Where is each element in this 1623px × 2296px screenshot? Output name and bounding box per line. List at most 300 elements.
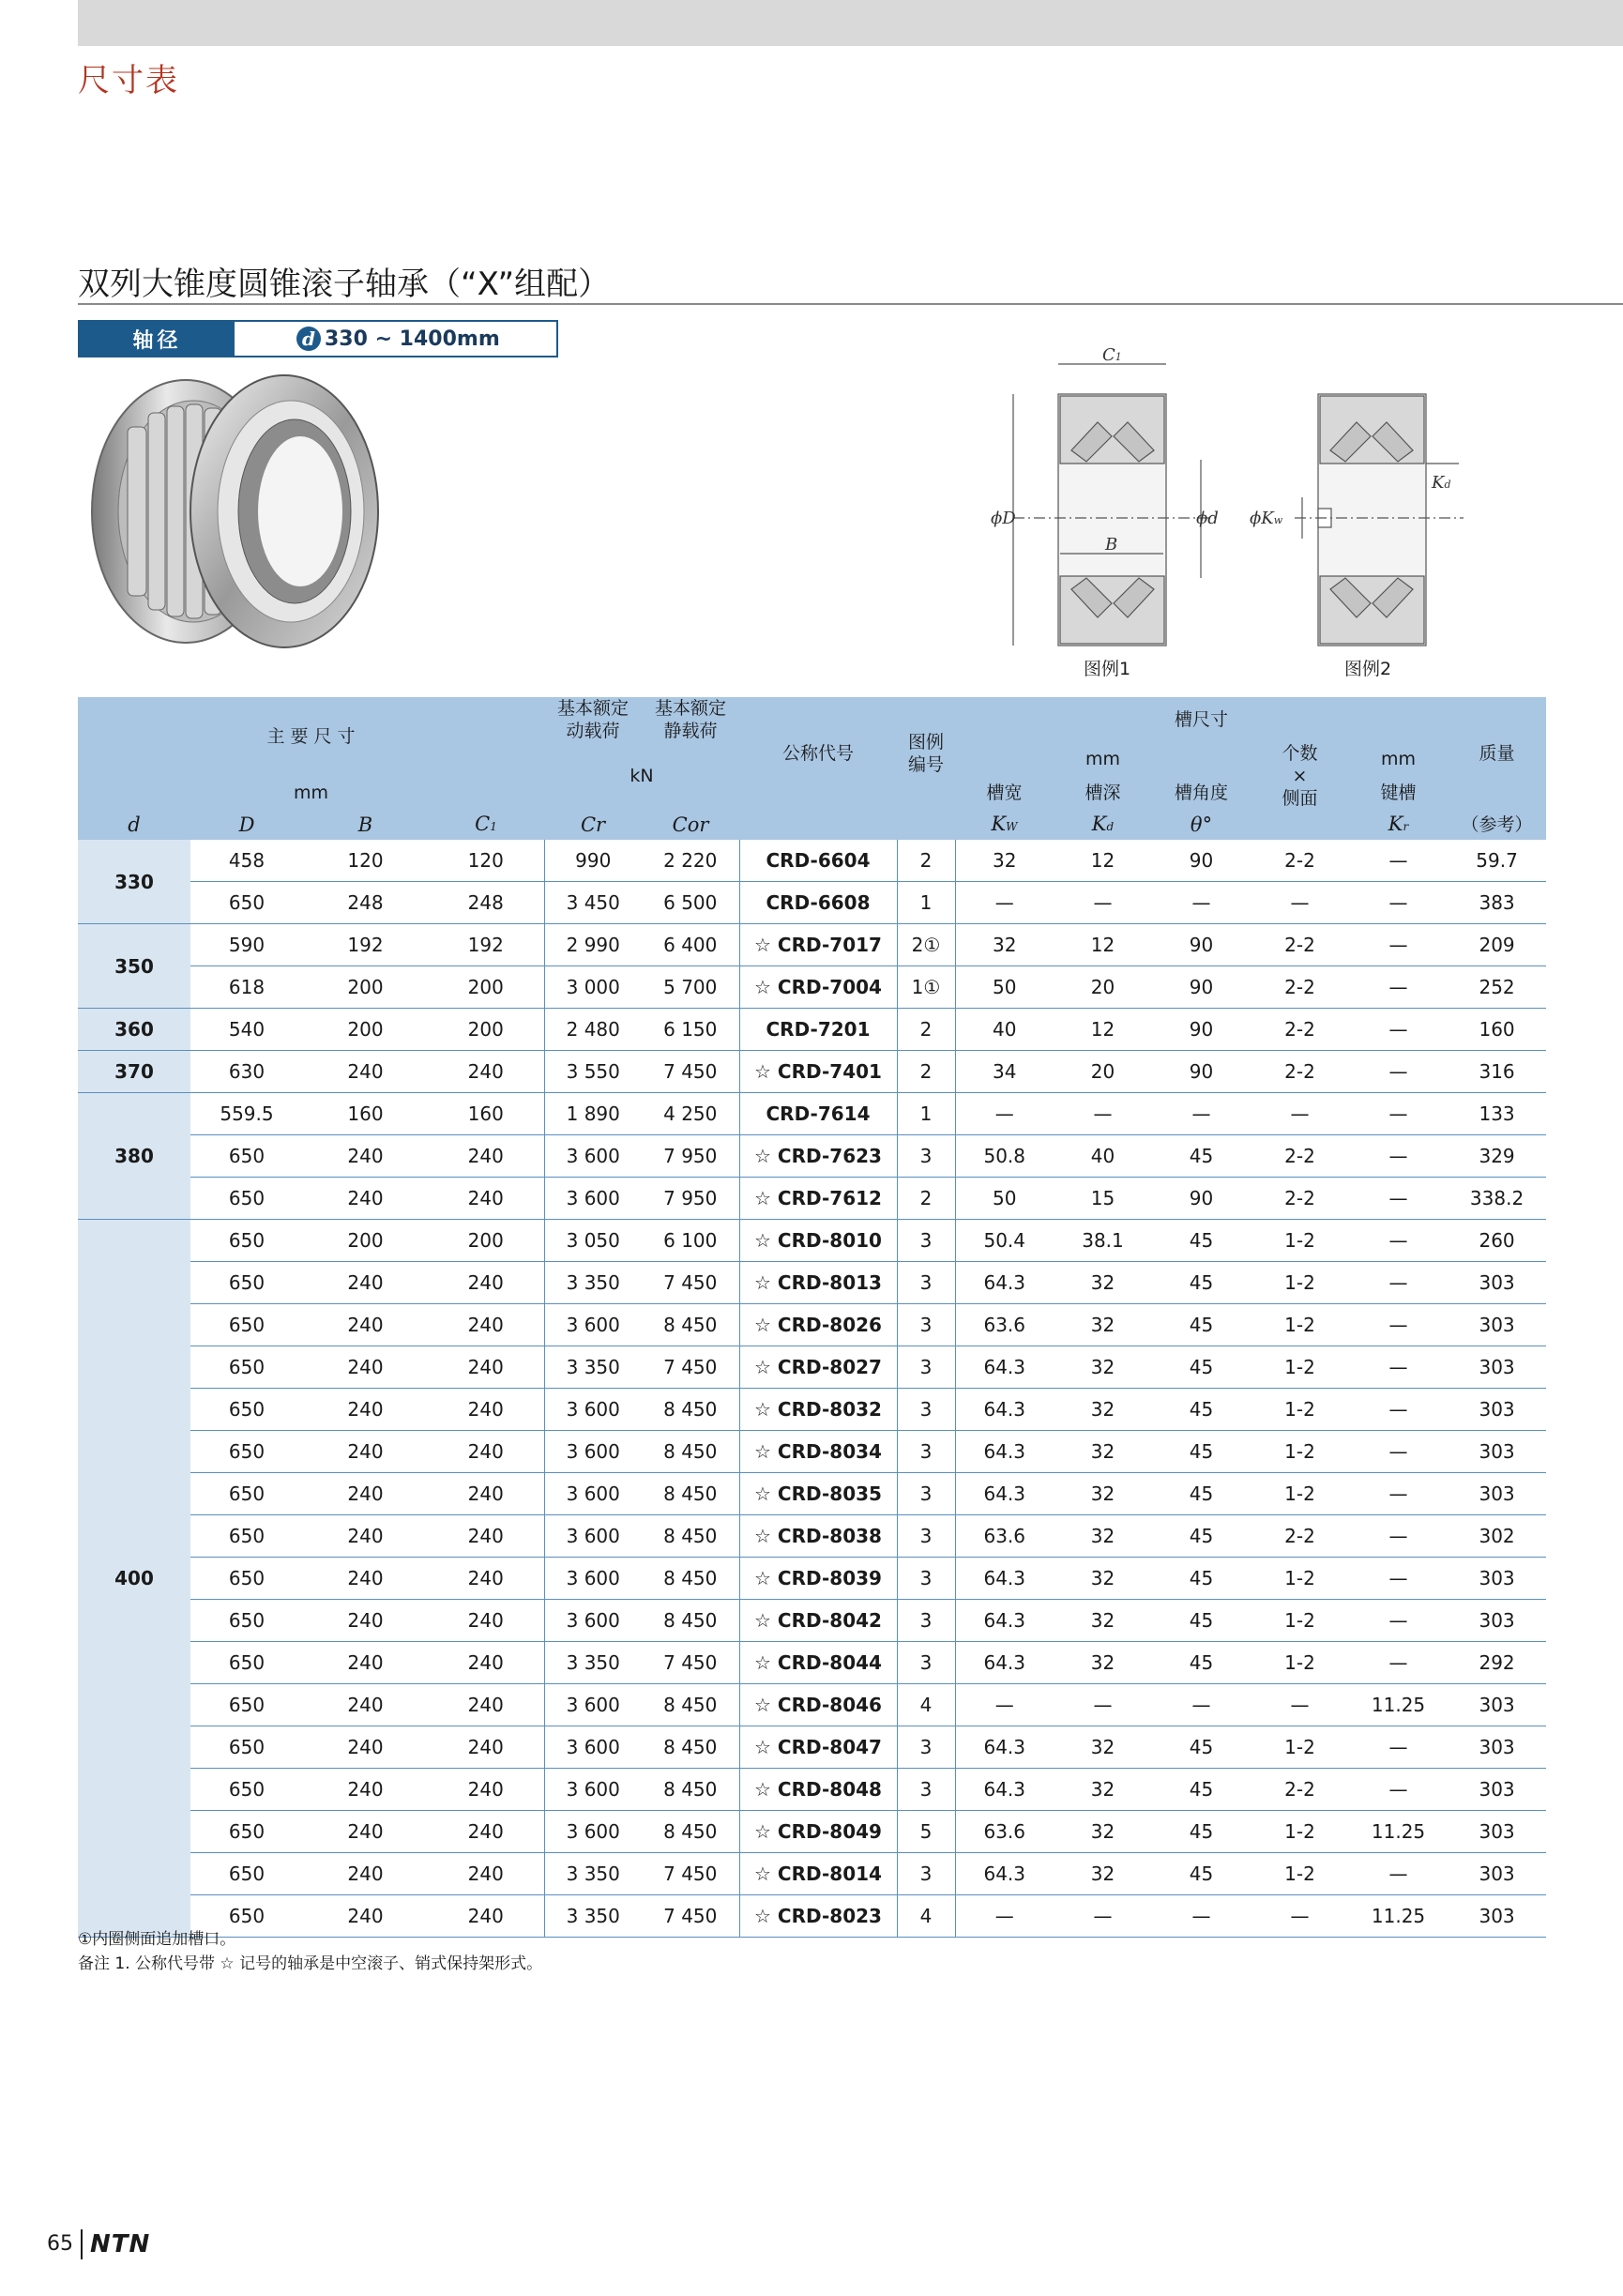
header-main-dims: 主 要 尺 寸	[78, 697, 544, 776]
header-ref: （参考）	[1448, 810, 1546, 840]
brand-logo: NTN	[90, 2230, 151, 2258]
cell-C1: 240	[428, 1853, 544, 1895]
cell-Kr: —	[1349, 1642, 1448, 1684]
header-kN: kN	[544, 742, 739, 810]
cell-D: 650	[190, 1600, 303, 1642]
cell-D: 650	[190, 1135, 303, 1178]
cell-fig: 3	[897, 1853, 955, 1895]
cell-Kw: 64.3	[955, 1389, 1054, 1431]
bore-d-cell: 330	[78, 840, 190, 924]
table-row	[78, 1389, 1546, 1431]
cell-Kw: 32	[955, 924, 1054, 966]
note-2: 备注 1. 公称代号带 ☆ 记号的轴承是中空滚子、销式保持架形式。	[78, 1954, 543, 1973]
cell-code: ☆ CRD-8044	[739, 1642, 897, 1684]
cell-Kd: 32	[1054, 1304, 1152, 1346]
cell-count: 2-2	[1251, 1769, 1349, 1811]
table-row	[78, 1811, 1546, 1853]
cell-Kd: 32	[1054, 1262, 1152, 1304]
cell-Cr: 3 450	[544, 882, 642, 924]
cell-theta: 45	[1152, 1431, 1251, 1473]
cell-mass: 303	[1448, 1304, 1546, 1346]
cell-code: ☆ CRD-7017	[739, 924, 897, 966]
table-row	[78, 1684, 1546, 1726]
cell-D: 650	[190, 1473, 303, 1515]
cell-code: ☆ CRD-8049	[739, 1811, 897, 1853]
table-row	[78, 966, 1546, 1009]
cell-count: 1-2	[1251, 1220, 1349, 1262]
cell-Cr: 3 000	[544, 966, 642, 1009]
cell-fig: 3	[897, 1346, 955, 1389]
cell-code: ☆ CRD-8023	[739, 1895, 897, 1938]
header-sym-Kd: Kd	[1054, 810, 1152, 840]
cell-theta: 90	[1152, 966, 1251, 1009]
cell-code: ☆ CRD-7004	[739, 966, 897, 1009]
cell-Cor: 8 450	[642, 1431, 739, 1473]
cell-Kw: 50	[955, 966, 1054, 1009]
cell-C1: 192	[428, 924, 544, 966]
section-label: 尺寸表	[78, 62, 179, 99]
cell-D: 540	[190, 1009, 303, 1051]
cell-fig: 4	[897, 1684, 955, 1726]
top-bar	[78, 0, 1623, 46]
cell-B: 240	[303, 1431, 428, 1473]
cell-B: 240	[303, 1769, 428, 1811]
bore-label: 轴径	[80, 322, 235, 356]
cell-fig: 2①	[897, 924, 955, 966]
cell-mass: 303	[1448, 1726, 1546, 1769]
cell-mass: 260	[1448, 1220, 1546, 1262]
table-row	[78, 1600, 1546, 1642]
cell-B: 240	[303, 1473, 428, 1515]
cell-theta: —	[1152, 882, 1251, 924]
cell-theta: —	[1152, 1895, 1251, 1938]
cell-Kd: 12	[1054, 924, 1152, 966]
table-row	[78, 1853, 1546, 1895]
cell-Cor: 8 450	[642, 1389, 739, 1431]
cell-code: CRD-7614	[739, 1093, 897, 1135]
cell-mass: 329	[1448, 1135, 1546, 1178]
cell-mass: 303	[1448, 1600, 1546, 1642]
cell-Cr: 3 600	[544, 1600, 642, 1642]
header-sym-d: d	[78, 810, 190, 840]
cell-B: 240	[303, 1642, 428, 1684]
cell-Cor: 7 450	[642, 1642, 739, 1684]
cell-Cor: 7 450	[642, 1346, 739, 1389]
cell-Kr: —	[1349, 1515, 1448, 1558]
cell-B: 200	[303, 1009, 428, 1051]
cell-theta: —	[1152, 1684, 1251, 1726]
header-keyway: 键槽	[1349, 776, 1448, 810]
cell-Cr: 3 600	[544, 1304, 642, 1346]
cell-B: 240	[303, 1304, 428, 1346]
cell-Cr: 3 600	[544, 1178, 642, 1220]
cell-Kw: 34	[955, 1051, 1054, 1093]
header-sym-D: D	[190, 810, 303, 840]
cell-mass: 209	[1448, 924, 1546, 966]
cell-Kr: 11.25	[1349, 1684, 1448, 1726]
cell-mass: 292	[1448, 1642, 1546, 1684]
cell-Kr: —	[1349, 1178, 1448, 1220]
cell-D: 650	[190, 1389, 303, 1431]
cell-Kr: 11.25	[1349, 1895, 1448, 1938]
table-row	[78, 924, 1546, 966]
table-row	[78, 1431, 1546, 1473]
cell-D: 650	[190, 1811, 303, 1853]
cell-Kd: —	[1054, 1895, 1152, 1938]
cell-mass: 59.7	[1448, 840, 1546, 882]
cell-count: 2-2	[1251, 966, 1349, 1009]
cell-Kw: 63.6	[955, 1811, 1054, 1853]
label-B: B	[1105, 535, 1118, 555]
cell-D: 650	[190, 1895, 303, 1938]
cell-Kr: —	[1349, 1769, 1448, 1811]
cell-B: 240	[303, 1558, 428, 1600]
cell-count: 1-2	[1251, 1431, 1349, 1473]
cell-fig: 1①	[897, 966, 955, 1009]
label-phiD: ϕD	[991, 509, 1016, 528]
cell-C1: 240	[428, 1558, 544, 1600]
cell-Kd: 32	[1054, 1346, 1152, 1389]
cell-C1: 240	[428, 1811, 544, 1853]
cell-D: 650	[190, 882, 303, 924]
cell-Kw: 64.3	[955, 1726, 1054, 1769]
cell-C1: 240	[428, 1178, 544, 1220]
cell-Kd: 15	[1054, 1178, 1152, 1220]
cell-theta: 90	[1152, 1009, 1251, 1051]
cell-D: 458	[190, 840, 303, 882]
cell-Kw: —	[955, 882, 1054, 924]
cell-Cr: 1 890	[544, 1093, 642, 1135]
cell-Kd: 32	[1054, 1811, 1152, 1853]
table-row	[78, 1473, 1546, 1515]
cell-code: ☆ CRD-8013	[739, 1262, 897, 1304]
cell-C1: 240	[428, 1600, 544, 1642]
title-rule	[78, 303, 1623, 305]
cell-mass: 252	[1448, 966, 1546, 1009]
cell-Kr: —	[1349, 1853, 1448, 1895]
cell-code: ☆ CRD-7612	[739, 1178, 897, 1220]
cell-mass: 303	[1448, 1811, 1546, 1853]
bore-range	[235, 322, 556, 356]
header-sym-B: B	[303, 810, 428, 840]
cell-B: 240	[303, 1515, 428, 1558]
bore-range-text: 330 ~ 1400mm	[325, 327, 500, 351]
cell-mass: 303	[1448, 1431, 1546, 1473]
cell-code: ☆ CRD-7401	[739, 1051, 897, 1093]
cell-D: 650	[190, 1558, 303, 1600]
note-1: ①内圈侧面追加槽口。	[78, 1930, 236, 1949]
cell-Cor: 6 400	[642, 924, 739, 966]
cell-mass: 316	[1448, 1051, 1546, 1093]
header-sym-Kr: Kr	[1349, 810, 1448, 840]
cell-Kw: 50.4	[955, 1220, 1054, 1262]
header-static-load: 基本额定 静载荷	[642, 697, 739, 742]
cell-Kd: 12	[1054, 840, 1152, 882]
cell-C1: 160	[428, 1093, 544, 1135]
cell-Cor: 8 450	[642, 1304, 739, 1346]
cell-Kr: —	[1349, 1726, 1448, 1769]
cell-Kd: 32	[1054, 1431, 1152, 1473]
cell-Kr: —	[1349, 1346, 1448, 1389]
cell-D: 650	[190, 1769, 303, 1811]
cell-C1: 240	[428, 1769, 544, 1811]
header-sym-Kw: KW	[955, 810, 1054, 840]
cell-Cr: 3 600	[544, 1431, 642, 1473]
cell-count: 1-2	[1251, 1642, 1349, 1684]
cell-Cr: 2 990	[544, 924, 642, 966]
cell-theta: 45	[1152, 1346, 1251, 1389]
cell-code: ☆ CRD-8014	[739, 1853, 897, 1895]
cell-Kr: —	[1349, 1558, 1448, 1600]
cell-C1: 240	[428, 1346, 544, 1389]
cell-Kw: 64.3	[955, 1642, 1054, 1684]
cell-fig: 5	[897, 1811, 955, 1853]
header-keyway-mm: mm	[1349, 742, 1448, 776]
cell-C1: 240	[428, 1389, 544, 1431]
cell-Kd: 32	[1054, 1515, 1152, 1558]
cell-theta: 45	[1152, 1642, 1251, 1684]
cell-C1: 240	[428, 1262, 544, 1304]
cell-Cr: 3 550	[544, 1051, 642, 1093]
cell-fig: 3	[897, 1769, 955, 1811]
header-sym-Cor: Cor	[642, 810, 739, 840]
cell-D: 650	[190, 1262, 303, 1304]
label-phid: ϕd	[1196, 509, 1219, 528]
cell-theta: 90	[1152, 924, 1251, 966]
table-row	[78, 1304, 1546, 1346]
cell-Cr: 3 600	[544, 1769, 642, 1811]
cell-C1: 240	[428, 1684, 544, 1726]
cell-code: ☆ CRD-8038	[739, 1515, 897, 1558]
cell-Cor: 7 950	[642, 1135, 739, 1178]
cell-C1: 240	[428, 1431, 544, 1473]
table-row	[78, 882, 1546, 924]
cell-Kr: —	[1349, 1220, 1448, 1262]
cell-code: CRD-7201	[739, 1009, 897, 1051]
cell-Kw: 64.3	[955, 1853, 1054, 1895]
table-row	[78, 1220, 1546, 1262]
cell-D: 650	[190, 1515, 303, 1558]
cell-count: 1-2	[1251, 1853, 1349, 1895]
cell-fig: 1	[897, 1093, 955, 1135]
header-groove-angle: 槽角度	[1152, 776, 1251, 810]
table-row	[78, 1769, 1546, 1811]
header-groove-width: 槽宽	[955, 776, 1054, 810]
cell-Cor: 8 450	[642, 1558, 739, 1600]
cell-C1: 120	[428, 840, 544, 882]
header-fig-no: 图例 编号	[897, 697, 955, 810]
cell-count: 1-2	[1251, 1304, 1349, 1346]
cell-B: 200	[303, 1220, 428, 1262]
cell-mass: 303	[1448, 1895, 1546, 1938]
cell-Cr: 3 600	[544, 1135, 642, 1178]
cell-Cor: 2 220	[642, 840, 739, 882]
cell-Cor: 4 250	[642, 1093, 739, 1135]
cell-Cr: 3 350	[544, 1262, 642, 1304]
cell-fig: 3	[897, 1558, 955, 1600]
cell-mass: 302	[1448, 1515, 1546, 1558]
cell-theta: 45	[1152, 1726, 1251, 1769]
cell-theta: 45	[1152, 1304, 1251, 1346]
cell-count: —	[1251, 882, 1349, 924]
cell-mass: 303	[1448, 1389, 1546, 1431]
cell-D: 650	[190, 1684, 303, 1726]
cell-fig: 3	[897, 1262, 955, 1304]
cell-code: ☆ CRD-8046	[739, 1684, 897, 1726]
cell-theta: 90	[1152, 1051, 1251, 1093]
cell-Kr: —	[1349, 1009, 1448, 1051]
cell-Cr: 990	[544, 840, 642, 882]
cell-theta: 45	[1152, 1389, 1251, 1431]
cell-mass: 338.2	[1448, 1178, 1546, 1220]
table-row	[78, 1726, 1546, 1769]
table-row	[78, 1642, 1546, 1684]
bearing-photo	[83, 371, 383, 652]
cell-fig: 2	[897, 1051, 955, 1093]
cell-Cr: 3 350	[544, 1642, 642, 1684]
cell-B: 240	[303, 1895, 428, 1938]
cell-B: 240	[303, 1684, 428, 1726]
header-groove: 槽尺寸	[955, 697, 1448, 742]
bore-d-cell: 360	[78, 1009, 190, 1051]
cell-Cor: 8 450	[642, 1515, 739, 1558]
cell-code: ☆ CRD-8026	[739, 1304, 897, 1346]
cell-theta: —	[1152, 1093, 1251, 1135]
cell-Kw: 64.3	[955, 1473, 1054, 1515]
cell-B: 248	[303, 882, 428, 924]
cell-code: ☆ CRD-8027	[739, 1346, 897, 1389]
cell-Kd: 32	[1054, 1558, 1152, 1600]
footer	[47, 2229, 150, 2259]
cell-D: 650	[190, 1220, 303, 1262]
cell-theta: 45	[1152, 1558, 1251, 1600]
cell-Kr: —	[1349, 882, 1448, 924]
header-sym-C1: C1	[428, 810, 544, 840]
notes	[78, 1927, 542, 1976]
cell-D: 630	[190, 1051, 303, 1093]
cell-Kw: 64.3	[955, 1262, 1054, 1304]
cell-code: ☆ CRD-8039	[739, 1558, 897, 1600]
cell-C1: 240	[428, 1895, 544, 1938]
cell-count: 2-2	[1251, 1051, 1349, 1093]
cell-D: 650	[190, 1853, 303, 1895]
cell-fig: 2	[897, 1009, 955, 1051]
cell-Cr: 3 600	[544, 1389, 642, 1431]
cell-theta: 45	[1152, 1262, 1251, 1304]
cell-count: 1-2	[1251, 1262, 1349, 1304]
cell-code: ☆ CRD-8048	[739, 1769, 897, 1811]
cell-count: 2-2	[1251, 924, 1349, 966]
cell-mass: 303	[1448, 1684, 1546, 1726]
cell-count: —	[1251, 1684, 1349, 1726]
cell-Cor: 6 100	[642, 1220, 739, 1262]
cell-count: 1-2	[1251, 1558, 1349, 1600]
cell-count: 1-2	[1251, 1811, 1349, 1853]
cell-fig: 3	[897, 1135, 955, 1178]
label-phiKw: ϕKw	[1250, 509, 1283, 528]
cell-theta: 45	[1152, 1853, 1251, 1895]
cell-Cor: 6 150	[642, 1009, 739, 1051]
header-sym-theta: θ°	[1152, 810, 1251, 840]
cell-Kr: —	[1349, 966, 1448, 1009]
cell-Kw: 40	[955, 1009, 1054, 1051]
bore-range-box	[78, 320, 558, 357]
cell-code: ☆ CRD-8035	[739, 1473, 897, 1515]
bore-d-cell: 400	[78, 1220, 190, 1938]
cell-Kw: 64.3	[955, 1769, 1054, 1811]
cell-B: 120	[303, 840, 428, 882]
cell-D: 590	[190, 924, 303, 966]
cell-Kr: —	[1349, 1093, 1448, 1135]
cell-Kd: 32	[1054, 1642, 1152, 1684]
cell-Cor: 7 450	[642, 1895, 739, 1938]
table-row	[78, 1558, 1546, 1600]
cell-C1: 240	[428, 1726, 544, 1769]
cell-Kw: 64.3	[955, 1600, 1054, 1642]
cell-B: 240	[303, 1600, 428, 1642]
cell-count: 2-2	[1251, 1135, 1349, 1178]
cell-Cor: 8 450	[642, 1769, 739, 1811]
cell-code: ☆ CRD-8034	[739, 1431, 897, 1473]
cell-Kr: —	[1349, 924, 1448, 966]
cell-C1: 240	[428, 1642, 544, 1684]
cell-Kw: 63.6	[955, 1304, 1054, 1346]
cell-Kw: —	[955, 1895, 1054, 1938]
cell-Kr: —	[1349, 1051, 1448, 1093]
cell-B: 200	[303, 966, 428, 1009]
figure-1-label: 图例1	[1084, 659, 1131, 679]
cell-fig: 3	[897, 1304, 955, 1346]
cell-D: 618	[190, 966, 303, 1009]
cell-theta: 45	[1152, 1811, 1251, 1853]
cell-fig: 3	[897, 1389, 955, 1431]
cell-Cr: 3 350	[544, 1346, 642, 1389]
cell-count: 1-2	[1251, 1726, 1349, 1769]
cell-B: 160	[303, 1093, 428, 1135]
header-groove-depth: 槽深	[1054, 776, 1152, 810]
cell-Kd: 32	[1054, 1726, 1152, 1769]
cell-B: 240	[303, 1389, 428, 1431]
cell-Cor: 8 450	[642, 1811, 739, 1853]
cell-B: 240	[303, 1262, 428, 1304]
cell-Cr: 3 600	[544, 1684, 642, 1726]
cell-Cr: 3 600	[544, 1558, 642, 1600]
table-body	[78, 840, 1546, 1938]
cell-Cor: 8 450	[642, 1726, 739, 1769]
cell-Cr: 3 600	[544, 1811, 642, 1853]
cell-Kw: 50.8	[955, 1135, 1054, 1178]
header-dynamic-load: 基本额定 动载荷	[544, 697, 642, 742]
cell-Kw: —	[955, 1093, 1054, 1135]
cell-Kr: 11.25	[1349, 1811, 1448, 1853]
cell-Kd: 12	[1054, 1009, 1152, 1051]
cell-C1: 200	[428, 1220, 544, 1262]
cell-theta: 45	[1152, 1600, 1251, 1642]
cell-fig: 2	[897, 840, 955, 882]
cell-theta: 45	[1152, 1515, 1251, 1558]
cell-C1: 240	[428, 1135, 544, 1178]
cell-Kd: 40	[1054, 1135, 1152, 1178]
table-row	[78, 1135, 1546, 1178]
cell-fig: 3	[897, 1515, 955, 1558]
cell-code: CRD-6608	[739, 882, 897, 924]
cell-Kw: 63.6	[955, 1515, 1054, 1558]
cell-mass: 303	[1448, 1769, 1546, 1811]
cell-Cr: 3 600	[544, 1473, 642, 1515]
cell-Kr: —	[1349, 1473, 1448, 1515]
cell-code: ☆ CRD-8032	[739, 1389, 897, 1431]
cell-fig: 2	[897, 1178, 955, 1220]
